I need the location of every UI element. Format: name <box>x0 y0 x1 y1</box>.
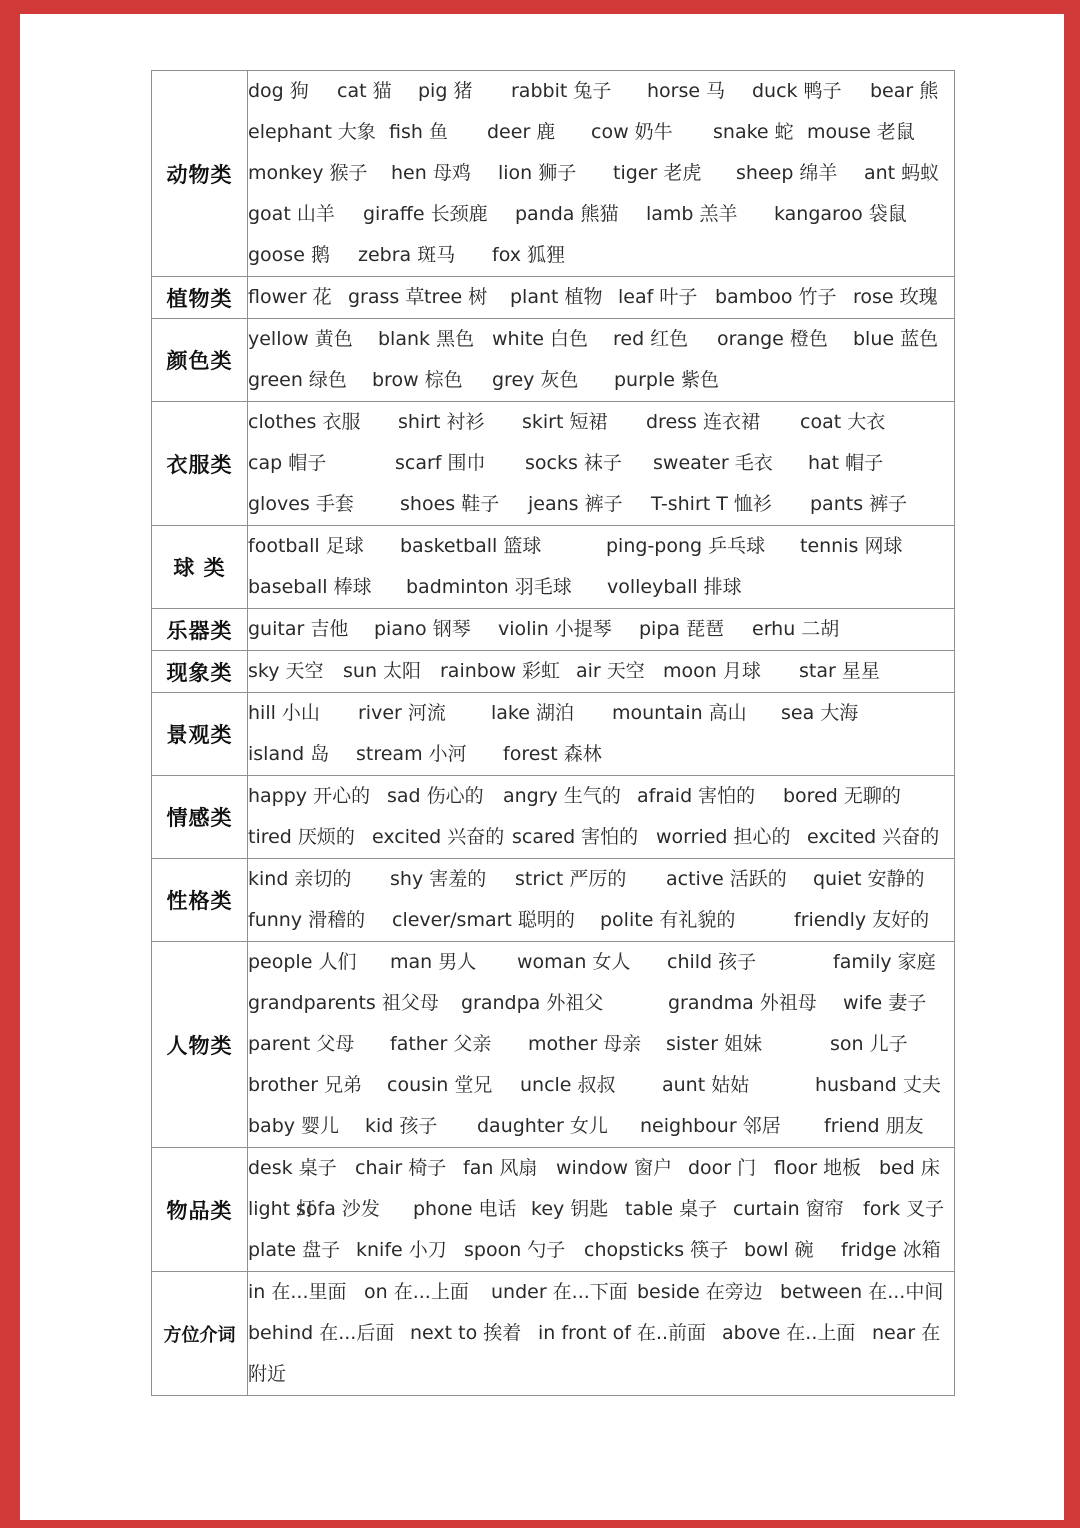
vocab-entry: parent 父母 <box>248 1033 355 1055</box>
vocab-entry: snake 蛇 <box>713 121 794 143</box>
vocab-entry: quiet 安静的 <box>813 868 925 890</box>
vocab-entry: hill 小山 <box>248 702 320 724</box>
word-line <box>248 526 954 567</box>
vocab-entry: son 儿子 <box>830 1033 908 1055</box>
vocab-entry: bed 床 <box>879 1157 940 1179</box>
vocab-entry: tennis 网球 <box>800 535 903 557</box>
word-line <box>248 319 954 360</box>
vocab-entry: monkey 猴子 <box>248 162 368 184</box>
vocab-entry: strict 严厉的 <box>515 868 627 890</box>
word-line <box>248 360 954 401</box>
vocab-entry: woman 女人 <box>517 951 631 973</box>
category-row <box>152 319 955 402</box>
vocab-entry: scarf 围巾 <box>395 452 486 474</box>
word-list-cell <box>248 609 955 651</box>
word-line <box>248 71 954 112</box>
vocab-entry: duck 鸭子 <box>752 80 842 102</box>
vocab-entry: white 白色 <box>492 328 589 350</box>
word-line <box>248 443 954 484</box>
word-line <box>248 1065 954 1106</box>
vocab-entry: football 足球 <box>248 535 364 557</box>
vocab-entry: sweater 毛衣 <box>653 452 773 474</box>
vocab-entry: green 绿色 <box>248 369 347 391</box>
word-line <box>248 484 954 525</box>
vocab-entry: basketball 篮球 <box>400 535 542 557</box>
category-row <box>152 1272 955 1396</box>
vocab-entry: sea 大海 <box>781 702 859 724</box>
word-line <box>248 194 954 235</box>
word-line <box>248 112 954 153</box>
vocab-entry: under 在...下面 <box>491 1281 628 1303</box>
vocab-entry: leaf 叶子 <box>618 286 698 308</box>
word-list-cell <box>248 942 955 1148</box>
category-label: 植物类 <box>152 277 248 319</box>
vocab-entry: star 星星 <box>799 660 880 682</box>
vocab-entry: mother 母亲 <box>528 1033 642 1055</box>
category-label: 性格类 <box>152 859 248 942</box>
vocab-entry: plant 植物 <box>510 286 603 308</box>
vocab-entry: fork 叉子 <box>863 1198 945 1220</box>
vocab-entry: funny 滑稽的 <box>248 909 366 931</box>
category-label: 球 类 <box>152 526 248 609</box>
word-list-cell <box>248 526 955 609</box>
vocab-entry: purple 紫色 <box>614 369 719 391</box>
word-line <box>248 1313 954 1354</box>
vocab-entry: pants 裤子 <box>810 493 908 515</box>
vocab-entry: excited 兴奋的 <box>807 826 940 848</box>
vocab-entry: ping-pong 乒乓球 <box>606 535 766 557</box>
vocab-entry: husband 丈夫 <box>815 1074 941 1096</box>
vocab-entry: bear 熊 <box>870 80 939 102</box>
vocab-entry: ant 蚂蚁 <box>864 162 940 184</box>
vocab-entry: cat 猫 <box>337 80 392 102</box>
word-line <box>248 1272 954 1313</box>
vocab-entry: gloves 手套 <box>248 493 354 515</box>
vocab-entry: fan 风扇 <box>463 1157 538 1179</box>
vocab-entry: brow 棕色 <box>372 369 463 391</box>
vocab-entry: badminton 羽毛球 <box>406 576 572 598</box>
word-line <box>248 153 954 194</box>
vocab-entry: hat 帽子 <box>808 452 884 474</box>
vocab-entry: blue 蓝色 <box>853 328 939 350</box>
vocab-entry: lion 狮子 <box>498 162 577 184</box>
word-line <box>248 1106 954 1147</box>
vocab-entry: volleyball 排球 <box>607 576 742 598</box>
vocab-entry: kid 孩子 <box>365 1115 438 1137</box>
word-list-cell <box>248 859 955 942</box>
vocab-entry: forest 森林 <box>503 743 602 765</box>
vocab-entry: guitar 吉他 <box>248 618 349 640</box>
vocab-entry: key 钥匙 <box>531 1198 609 1220</box>
vocab-entry: sun 太阳 <box>343 660 422 682</box>
word-line <box>248 567 954 608</box>
word-line <box>248 235 954 276</box>
word-line <box>248 983 954 1024</box>
vocab-entry: phone 电话 <box>413 1198 517 1220</box>
word-line <box>248 277 954 318</box>
vocab-entry: child 孩子 <box>667 951 757 973</box>
vocab-entry: sofa 沙发 <box>296 1198 380 1220</box>
vocab-entry: shoes 鞋子 <box>400 493 500 515</box>
category-row <box>152 71 955 277</box>
vocab-entry: clever/smart 聪明的 <box>392 909 575 931</box>
vocab-entry: door 门 <box>688 1157 757 1179</box>
vocab-entry: baby 婴儿 <box>248 1115 340 1137</box>
vocab-entry: bowl 碗 <box>744 1239 814 1261</box>
vocab-entry: panda 熊猫 <box>515 203 619 225</box>
category-row <box>152 1148 955 1272</box>
category-label: 人物类 <box>152 942 248 1148</box>
vocab-entry: grass 草 <box>348 286 425 308</box>
category-label: 颜色类 <box>152 319 248 402</box>
vocab-entry: polite 有礼貌的 <box>600 909 736 931</box>
word-line <box>248 1024 954 1065</box>
vocab-entry: lamb 羔羊 <box>646 203 738 225</box>
vocab-entry: goat 山羊 <box>248 203 335 225</box>
vocab-entry: socks 袜子 <box>525 452 622 474</box>
vocab-entry: above 在..上面 <box>722 1322 856 1344</box>
vocab-entry: scared 害怕的 <box>512 826 639 848</box>
vocab-entry: father 父亲 <box>390 1033 492 1055</box>
vocab-entry: pipa 琵琶 <box>639 618 725 640</box>
word-line <box>248 609 954 650</box>
vocab-entry: kangaroo 袋鼠 <box>774 203 907 225</box>
vocab-entry: red 红色 <box>613 328 689 350</box>
vocab-entry: on 在...上面 <box>364 1281 469 1303</box>
vocab-entry: elephant 大象 <box>248 121 376 143</box>
vocab-entry: near 在 <box>872 1322 941 1344</box>
vocab-entry: fox 狐狸 <box>492 244 566 266</box>
vocab-entry: plate 盘子 <box>248 1239 341 1261</box>
word-line <box>248 693 954 734</box>
vocab-entry: sheep 绵羊 <box>736 162 838 184</box>
vocab-entry: in 在...里面 <box>248 1281 347 1303</box>
vocab-entry: worried 担心的 <box>656 826 791 848</box>
vocab-entry: cow 奶牛 <box>591 121 673 143</box>
vocab-entry: sad 伤心的 <box>387 785 484 807</box>
category-label: 方位介词 <box>152 1272 248 1396</box>
vocab-entry: stream 小河 <box>356 743 467 765</box>
word-line <box>248 734 954 775</box>
vocab-entry: grandpa 外祖父 <box>461 992 604 1014</box>
vocab-entry: shirt 衬衫 <box>398 411 485 433</box>
vocab-entry: aunt 姑姑 <box>662 1074 750 1096</box>
vocab-entry: rainbow 彩虹 <box>440 660 561 682</box>
vocab-entry: angry 生气的 <box>503 785 621 807</box>
vocab-entry: fridge 冰箱 <box>841 1239 941 1261</box>
vocab-entry: clothes 衣服 <box>248 411 361 433</box>
vocab-entry: sister 姐妹 <box>666 1033 763 1055</box>
vocabulary-sheet <box>20 14 1064 1520</box>
vocab-entry: rose 玫瑰 <box>853 286 938 308</box>
word-line <box>248 900 954 941</box>
vocab-entry: window 窗户 <box>556 1157 673 1179</box>
vocab-entry: goose 鹅 <box>248 244 330 266</box>
word-line <box>248 1230 954 1271</box>
category-label: 景观类 <box>152 693 248 776</box>
vocab-entry: sky 天空 <box>248 660 324 682</box>
vocab-entry: blank 黑色 <box>378 328 475 350</box>
vocab-entry: wife 妻子 <box>843 992 927 1014</box>
vocab-entry: behind 在...后面 <box>248 1322 395 1344</box>
vocab-entry: giraffe 长颈鹿 <box>363 203 488 225</box>
vocab-entry: tiger 老虎 <box>613 162 702 184</box>
word-line <box>248 651 954 692</box>
vocab-entry: T-shirt T 恤衫 <box>651 493 772 515</box>
word-list-cell <box>248 71 955 277</box>
vocab-entry: orange 橙色 <box>717 328 828 350</box>
category-label: 衣服类 <box>152 402 248 526</box>
vocab-entry: cousin 堂兄 <box>387 1074 493 1096</box>
vocab-entry: between 在...中间 <box>780 1281 944 1303</box>
vocab-entry: grandma 外祖母 <box>668 992 817 1014</box>
vocab-entry: afraid 害怕的 <box>637 785 756 807</box>
vocab-entry: moon 月球 <box>663 660 761 682</box>
vocabulary-table-body <box>152 71 955 1396</box>
vocab-entry: beside 在旁边 <box>637 1281 763 1303</box>
word-list-cell <box>248 1148 955 1272</box>
vocab-entry: piano 钢琴 <box>374 618 471 640</box>
vocab-entry: pig 猪 <box>418 80 473 102</box>
word-line <box>248 817 954 858</box>
category-row <box>152 277 955 319</box>
vocab-entry: floor 地板 <box>774 1157 862 1179</box>
vocab-entry: rabbit 兔子 <box>511 80 612 102</box>
vocab-entry: uncle 叔叔 <box>520 1074 616 1096</box>
vocab-entry: light 灯 <box>248 1198 316 1220</box>
category-label: 物品类 <box>152 1148 248 1272</box>
vocab-entry: deer 鹿 <box>487 121 556 143</box>
vocab-entry: lake 湖泊 <box>491 702 574 724</box>
word-list-cell <box>248 1272 955 1396</box>
word-list-cell <box>248 402 955 526</box>
category-label: 现象类 <box>152 651 248 693</box>
vocab-entry: daughter 女儿 <box>477 1115 608 1137</box>
category-row <box>152 402 955 526</box>
vocab-entry: shy 害羞的 <box>390 868 487 890</box>
vocab-entry: spoon 勺子 <box>464 1239 566 1261</box>
category-row <box>152 859 955 942</box>
word-line <box>248 776 954 817</box>
word-list-cell <box>248 776 955 859</box>
vocab-entry: man 男人 <box>390 951 477 973</box>
vocab-entry: grandparents 祖父母 <box>248 992 439 1014</box>
vocab-entry: horse 马 <box>647 80 726 102</box>
word-list-cell <box>248 277 955 319</box>
vocab-entry: friendly 友好的 <box>794 909 930 931</box>
vocab-entry: knife 小刀 <box>356 1239 447 1261</box>
vocab-entry: grey 灰色 <box>492 369 579 391</box>
category-row <box>152 651 955 693</box>
vocab-entry: bored 无聊的 <box>783 785 901 807</box>
word-line <box>248 1354 954 1395</box>
vocabulary-table <box>151 70 955 1396</box>
vocab-entry: skirt 短裙 <box>522 411 608 433</box>
vocab-entry: people 人们 <box>248 951 357 973</box>
vocab-entry: mouse 老鼠 <box>807 121 915 143</box>
vocab-entry: island 岛 <box>248 743 330 765</box>
vocab-entry: air 天空 <box>576 660 645 682</box>
word-line <box>248 942 954 983</box>
vocab-entry: happy 开心的 <box>248 785 371 807</box>
word-line <box>248 402 954 443</box>
vocab-entry: yellow 黄色 <box>248 328 353 350</box>
vocab-entry: jeans 裤子 <box>528 493 623 515</box>
vocab-entry: tree 树 <box>424 286 488 308</box>
word-line <box>248 859 954 900</box>
vocab-entry: coat 大衣 <box>800 411 886 433</box>
vocab-entry: neighbour 邻居 <box>640 1115 781 1137</box>
category-row <box>152 942 955 1148</box>
vocab-entry: 附近 <box>248 1363 287 1385</box>
vocab-entry: kind 亲切的 <box>248 868 352 890</box>
category-label: 情感类 <box>152 776 248 859</box>
vocab-entry: mountain 高山 <box>612 702 747 724</box>
vocab-entry: family 家庭 <box>833 951 936 973</box>
vocab-entry: chopsticks 筷子 <box>584 1239 729 1261</box>
category-label: 乐器类 <box>152 609 248 651</box>
vocab-entry: brother 兄弟 <box>248 1074 363 1096</box>
word-list-cell <box>248 319 955 402</box>
vocab-entry: in front of 在..前面 <box>538 1322 707 1344</box>
vocab-entry: curtain 窗帘 <box>733 1198 844 1220</box>
category-label: 动物类 <box>152 71 248 277</box>
word-line <box>248 1148 954 1189</box>
vocab-entry: baseball 棒球 <box>248 576 372 598</box>
category-row <box>152 776 955 859</box>
vocab-entry: hen 母鸡 <box>391 162 471 184</box>
category-row <box>152 609 955 651</box>
vocab-entry: table 桌子 <box>625 1198 718 1220</box>
vocab-entry: violin 小提琴 <box>498 618 612 640</box>
category-row <box>152 693 955 776</box>
vocab-entry: dog 狗 <box>248 80 309 102</box>
word-line <box>248 1189 954 1230</box>
vocab-entry: fish 鱼 <box>389 121 448 143</box>
word-list-cell <box>248 651 955 693</box>
word-list-cell <box>248 693 955 776</box>
vocab-entry: chair 椅子 <box>355 1157 447 1179</box>
vocab-entry: bamboo 竹子 <box>715 286 837 308</box>
vocab-entry: erhu 二胡 <box>752 618 840 640</box>
vocab-entry: desk 桌子 <box>248 1157 337 1179</box>
vocab-entry: zebra 斑马 <box>358 244 456 266</box>
vocab-entry: cap 帽子 <box>248 452 327 474</box>
category-row <box>152 526 955 609</box>
vocab-entry: active 活跃的 <box>666 868 787 890</box>
vocab-entry: river 河流 <box>358 702 446 724</box>
vocab-entry: next to 挨着 <box>410 1322 522 1344</box>
vocab-entry: flower 花 <box>248 286 332 308</box>
vocab-entry: tired 厌烦的 <box>248 826 355 848</box>
vocab-entry: friend 朋友 <box>824 1115 924 1137</box>
vocab-entry: excited 兴奋的 <box>372 826 505 848</box>
vocab-entry: dress 连衣裙 <box>646 411 760 433</box>
